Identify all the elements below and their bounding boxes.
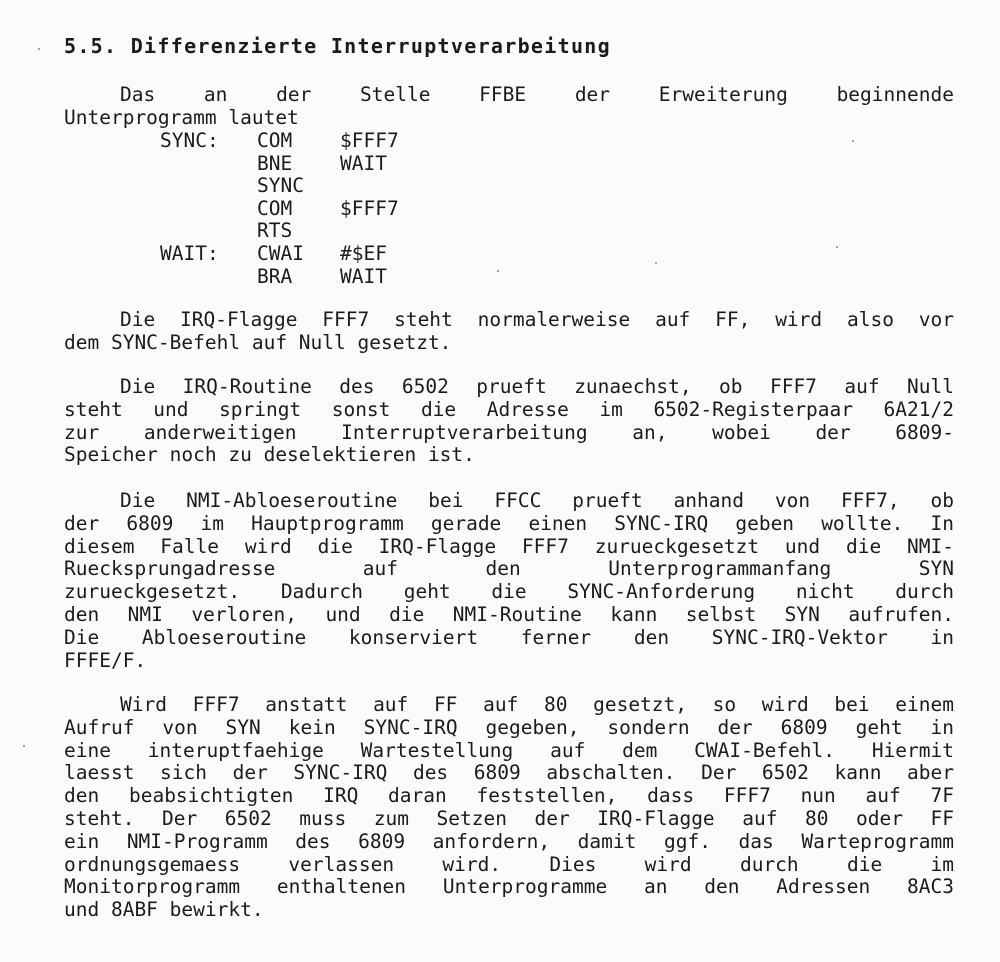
text-line: Die IRQ-Routine des 6502 prueft zunaechst, ob FFF7 auf Null: [120, 375, 954, 398]
text-line: und 8ABF bewirkt.: [64, 898, 264, 922]
section-heading: 5.5. Differenzierte Interruptverarbeitung: [64, 34, 611, 58]
code-operand: $FFF7: [340, 129, 399, 152]
paragraph-3: [64, 490, 954, 672]
code-opcode: COM: [257, 196, 293, 220]
text-line: steht und springt sonst die Adresse im 6502-Registerpaar 6A21/2: [64, 397, 954, 421]
code-label: WAIT:: [160, 242, 219, 265]
paragraph-2: [64, 376, 954, 467]
text-line: zurueckgesetzt. Dadurch geht die SYNC-Anforderung nicht durch: [64, 580, 954, 604]
code-opcode: BRA: [257, 264, 293, 288]
code-label: SYNC:: [160, 129, 219, 152]
paper-speck: [497, 270, 499, 272]
text-line: eine interuptfaehige Wartestellung auf dem CWAI-Befehl. Hiermit: [64, 738, 954, 762]
intro-word: an: [203, 83, 228, 106]
paper-speck: [655, 262, 657, 264]
text-line: ordnungsgemaess verlassen wird. Dies wird durch die im: [64, 852, 954, 876]
text-line: zur anderweitigen Interruptverarbeitung an, wobei der 6809-: [64, 420, 954, 444]
paragraph-4: [64, 694, 954, 922]
text-line: Ruecksprungadresse auf den Unterprogrammanfang SYN: [64, 557, 954, 581]
code-opcode: SYNC: [257, 174, 304, 198]
text-line: FFFE/F.: [64, 648, 147, 672]
intro-word: FFBE: [479, 83, 527, 106]
text-line: steht. Der 6502 muss zum Setzen der IRQ-Flagge auf 80 oder FF: [64, 806, 954, 830]
intro-line-1: [64, 83, 954, 106]
text-line: der 6809 im Hauptprogramm gerade einen SYNC-IRQ geben wollte. In: [64, 511, 954, 535]
paper-speck: [836, 246, 838, 248]
code-opcode: BNE: [257, 151, 293, 175]
text-line: diesem Falle wird die IRQ-Flagge FFF7 zurueckgesetzt und die NMI-: [64, 534, 954, 558]
text-line: ein NMI-Programm des 6809 anfordern, damit ggf. das Warteprogramm: [64, 829, 954, 853]
text-line: den NMI verloren, und die NMI-Routine kann selbst SYN aufrufen.: [64, 602, 954, 626]
code-operand: WAIT: [340, 151, 387, 175]
code-opcode: RTS: [257, 219, 293, 243]
code-operand: $FFF7: [340, 196, 399, 220]
text-line: Monitorprogramm enthaltenen Unterprogramme an den Adressen 8AC3: [64, 875, 954, 899]
intro-word: Das: [120, 83, 156, 106]
text-line: Speicher noch zu deselektieren ist.: [64, 443, 475, 467]
intro-word: beginnende: [836, 83, 954, 106]
intro-word: der: [574, 83, 611, 106]
text-line: Die Abloeseroutine konserviert ferner den SYNC-IRQ-Vektor in: [64, 625, 954, 649]
text-line: Wird FFF7 anstatt auf FF auf 80 gesetzt, so wird bei einem: [120, 693, 954, 716]
paragraph-1: [64, 309, 954, 355]
text-line: Die IRQ-Flagge FFF7 steht normalerweise auf FF, wird also vor: [120, 308, 954, 331]
paper-speck: [852, 140, 854, 142]
text-line: Die NMI-Abloeseroutine bei FFCC prueft anhand von FFF7, ob: [120, 489, 954, 512]
intro-word: der: [276, 83, 312, 106]
text-line: dem SYNC-Befehl auf Null gesetzt.: [64, 330, 452, 354]
code-opcode: COM: [257, 129, 293, 152]
paper-speck: [38, 48, 40, 50]
intro-word: Stelle: [360, 83, 431, 106]
code-opcode: CWAI: [257, 242, 304, 265]
code-operand: WAIT: [340, 264, 387, 288]
intro-line-2: Unterprogramm lautet: [64, 106, 299, 129]
intro-word: Erweiterung: [658, 83, 788, 106]
text-line: Aufruf von SYN kein SYNC-IRQ gegeben, sondern der 6809 geht in: [64, 715, 954, 739]
paper-speck: [23, 745, 25, 747]
text-line: laesst sich der SYNC-IRQ des 6809 abschalten. Der 6502 kann aber: [64, 761, 954, 785]
code-operand: #$EF: [340, 242, 387, 265]
text-line: den beabsichtigten IRQ daran feststellen, dass FFF7 nun auf 7F: [64, 784, 954, 808]
